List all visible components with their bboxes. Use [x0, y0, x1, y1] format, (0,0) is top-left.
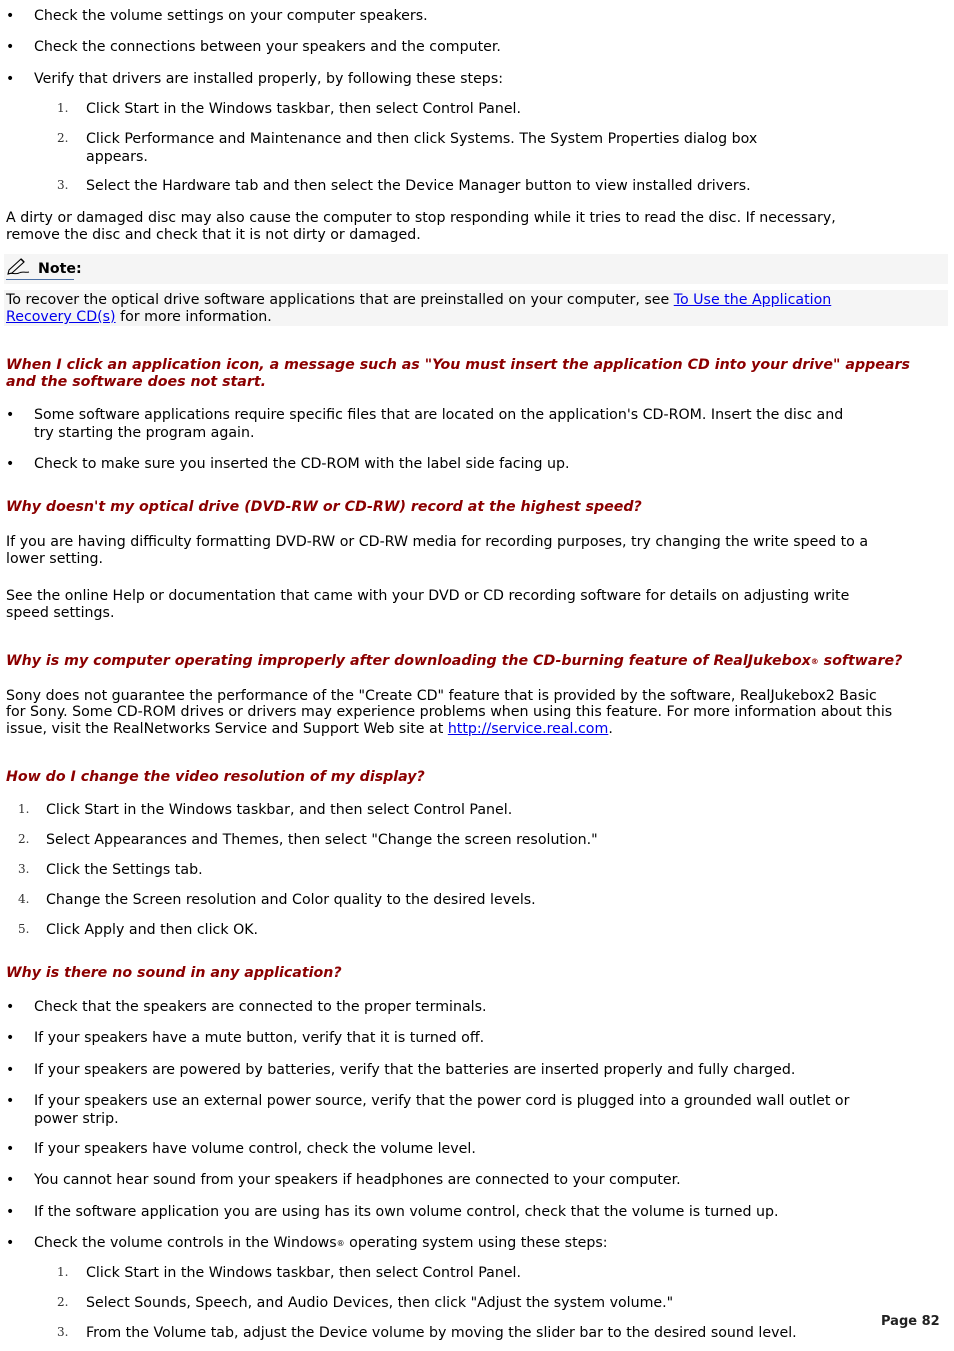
note-underline [6, 279, 74, 280]
paragraph: If you are having difficulty formatting DVD-RW or CD-RW media for recording purposes, try changing the write speed to a [6, 534, 869, 550]
list-item: If your speakers use an external power source, verify that the power cord is plugged into a grounded wall outlet or [34, 1093, 850, 1109]
step-text: Click Start in the Windows taskbar, then select Control Panel. [86, 101, 522, 117]
paragraph: See the online Help or documentation that came with your DVD or CD recording software for details on adjusting write [6, 588, 850, 604]
paragraph-text: issue, visit the RealNetworks Service and Support Web site at [6, 721, 448, 737]
bullet-marker: • [6, 1062, 15, 1078]
section-heading: Why is there no sound in any application? [6, 965, 342, 981]
step-number: 3. [18, 862, 30, 876]
heading-text: software? [818, 653, 903, 669]
bullet-marker: • [6, 407, 15, 423]
list-item: Check to make sure you inserted the CD-ROM with the label side facing up. [34, 456, 570, 472]
pencil-icon [6, 256, 30, 280]
bullet-marker: • [6, 1204, 15, 1220]
bullet-marker: • [6, 39, 15, 55]
list-item: Check that the speakers are connected to the proper terminals. [34, 999, 487, 1015]
note-text-suffix: for more information. [115, 309, 272, 325]
step-number: 3. [57, 1325, 69, 1339]
bullet-marker: • [6, 1093, 15, 1109]
step-text: Select Sounds, Speech, and Audio Devices, then click "Adjust the system volume." [86, 1295, 674, 1311]
realnetworks-link[interactable]: http://service.real.com [447, 721, 609, 737]
list-item [34, 1235, 608, 1252]
step-text: appears. [86, 149, 148, 165]
note-text-prefix: To recover the optical drive software applications that are preinstalled on your computer, see [6, 292, 674, 308]
step-number: 1. [57, 1265, 69, 1279]
step-text: Select Appearances and Themes, then select "Change the screen resolution." [46, 832, 598, 848]
list-item: power strip. [34, 1111, 119, 1127]
paragraph-text: . [608, 721, 613, 737]
step-number: 2. [57, 1295, 69, 1309]
bullet-marker: • [6, 1141, 15, 1157]
step-text: Click Start in the Windows taskbar, then select Control Panel. [86, 1265, 522, 1281]
section-heading: How do I change the video resolution of my display? [6, 769, 425, 785]
paragraph: A dirty or damaged disc may also cause the computer to stop responding while it tries to read the disc. If necessary, [6, 210, 836, 226]
list-item: If your speakers have volume control, check the volume level. [34, 1141, 476, 1157]
registered-mark: ® [336, 1239, 345, 1248]
section-heading: Why doesn't my optical drive (DVD-RW or CD-RW) record at the highest speed? [6, 499, 642, 515]
note-header [4, 254, 948, 284]
bullet-marker: • [6, 1030, 15, 1046]
list-item: Check the volume settings on your computer speakers. [34, 8, 428, 24]
paragraph [6, 721, 613, 738]
step-text: Select the Hardware tab and then select the Device Manager button to view installed drivers. [86, 178, 751, 194]
step-number: 2. [18, 832, 30, 846]
bullet-marker: • [6, 999, 15, 1015]
section-heading: and the software does not start. [6, 374, 267, 390]
list-item: If your speakers have a mute button, verify that it is turned off. [34, 1030, 485, 1046]
bullet-marker: • [6, 1172, 15, 1188]
bullet-marker: • [6, 8, 15, 24]
step-text: Click Start in the Windows taskbar, and then select Control Panel. [46, 802, 513, 818]
step-text: Change the Screen resolution and Color quality to the desired levels. [46, 892, 536, 908]
list-item: Check the connections between your speakers and the computer. [34, 39, 501, 55]
step-number: 1. [18, 802, 30, 816]
step-number: 2. [57, 131, 69, 145]
paragraph: remove the disc and check that it is not dirty or damaged. [6, 227, 421, 243]
section-heading: When I click an application icon, a message such as "You must insert the application CD into your drive" appears [6, 357, 910, 373]
note-text [6, 292, 831, 309]
step-text: Click the Settings tab. [46, 862, 203, 878]
step-text: Click Performance and Maintenance and then click Systems. The System Properties dialog box [86, 131, 758, 147]
paragraph: speed settings. [6, 605, 115, 621]
registered-mark: ® [810, 657, 819, 666]
note-label: Note: [38, 261, 82, 277]
bullet-marker: • [6, 1235, 15, 1251]
page-number: Page 82 [881, 1314, 940, 1329]
step-number: 4. [18, 892, 30, 906]
list-item: If your speakers are powered by batteries, verify that the batteries are inserted properly and fully charged. [34, 1062, 796, 1078]
list-item-text: Check the volume controls in the Windows [34, 1235, 337, 1251]
paragraph: for Sony. Some CD-ROM drives or drivers may experience problems when using this feature. For more information about this [6, 704, 893, 720]
list-item: Some software applications require specific files that are located on the application's CD-ROM. Insert the disc and [34, 407, 844, 423]
bullet-marker: • [6, 456, 15, 472]
heading-text: Why is my computer operating improperly after downloading the CD-burning feature of RealJukebox [6, 653, 811, 669]
bullet-marker: • [6, 71, 15, 87]
list-item: Verify that drivers are installed properly, by following these steps: [34, 71, 503, 87]
step-text: Click Apply and then click OK. [46, 922, 259, 938]
paragraph: Sony does not guarantee the performance of the "Create CD" feature that is provided by the software, RealJukebox2 Basic [6, 688, 877, 704]
list-item-text: operating system using these steps: [344, 1235, 608, 1251]
recovery-cd-link-cont[interactable]: Recovery CD(s) [6, 309, 116, 325]
step-number: 1. [57, 101, 69, 115]
list-item: try starting the program again. [34, 425, 255, 441]
step-number: 3. [57, 178, 69, 192]
list-item: If the software application you are using has its own volume control, check that the volume is turned up. [34, 1204, 779, 1220]
step-number: 5. [18, 922, 30, 936]
section-heading [6, 653, 902, 670]
step-text: From the Volume tab, adjust the Device volume by moving the slider bar to the desired sound level. [86, 1325, 797, 1341]
list-item: You cannot hear sound from your speakers if headphones are connected to your computer. [34, 1172, 681, 1188]
note-text [6, 309, 272, 326]
paragraph: lower setting. [6, 551, 103, 567]
recovery-cd-link[interactable]: To Use the Application [673, 292, 832, 308]
